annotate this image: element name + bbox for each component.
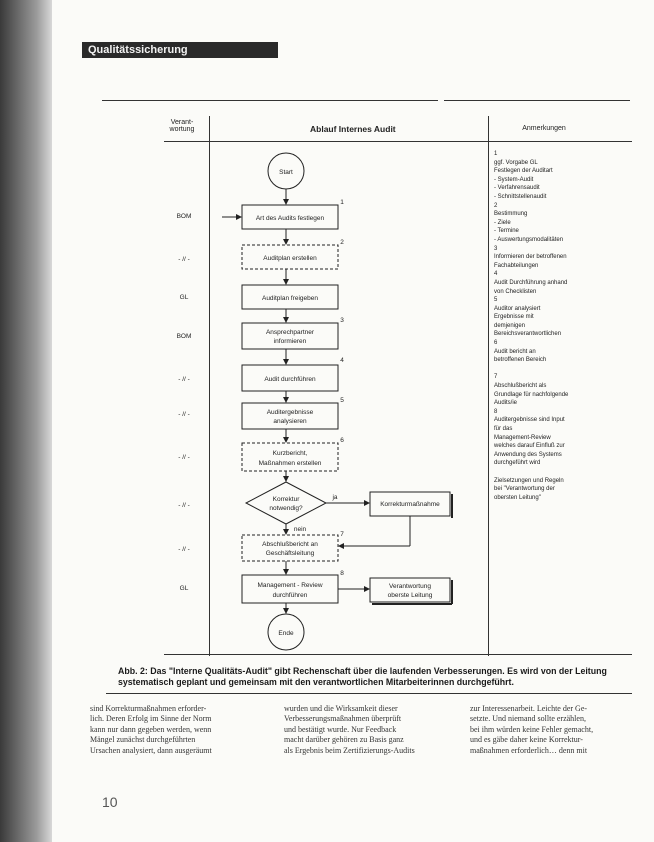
caption-rule (106, 693, 632, 694)
note-line: - Verfahrensaudit (494, 185, 540, 192)
note-line (494, 468, 624, 477)
step-6-label-1: Auditergebnisse (266, 409, 314, 416)
note-line: für das (494, 426, 513, 432)
resp-2: - // - (178, 256, 190, 263)
body-column-1 (90, 704, 240, 756)
body-line: kann nur dann gegeben werden, wenn (90, 724, 212, 734)
note-line: 8 (494, 408, 498, 415)
body-line: lich. Deren Erfolg im Sinne der Norm (90, 714, 212, 724)
note-line: Audit bericht an (494, 348, 536, 355)
note-line: Auditor analysiert (494, 305, 541, 312)
note-line: Audits/ie (494, 400, 518, 407)
note-line: bei "Verantwortung der (494, 486, 555, 493)
note-line: Anwendung des Systems (494, 451, 562, 458)
step-2-label: Auditplan erstellen (263, 255, 317, 262)
note-line: 1 (494, 151, 498, 157)
body-column-2 (284, 704, 434, 756)
responsibility-box-label-2: oberste Leitung (387, 592, 433, 599)
note-line: Ergebnisse mit (494, 314, 534, 321)
decision-label-1: Korrektur (272, 496, 300, 503)
document-page (52, 0, 654, 842)
body-line: Verbesserungsmaßnahmen überprüft (284, 714, 402, 724)
body-line: Ursachen analysiert, dann ausgeräumt (90, 745, 212, 755)
body-line: bei ihm würden keine Fehler gemacht, (470, 724, 594, 734)
step-5-label: Audit durchführen (264, 376, 316, 383)
step-number-5: 5 (340, 397, 344, 404)
note-line: 3 (494, 245, 498, 252)
resp-5: - // - (178, 376, 190, 383)
body-line: und es gäbe daher keine Korrektur- (470, 735, 583, 745)
note-line: - Termine (494, 228, 519, 235)
responsibility-header-line2: wortung (169, 126, 195, 133)
end-label: Ende (278, 630, 294, 637)
note-line: - System-Audit (494, 176, 534, 183)
note-line: - Schnittstellenaudit (494, 193, 547, 200)
body-line: und bestätigt wurde. Nur Feedback (284, 724, 397, 734)
note-line: ggf. Vorgabe GL (494, 159, 538, 166)
body-column-3 (470, 704, 620, 756)
note-line: betroffenen Bereich (494, 357, 547, 364)
step-box-4 (242, 323, 338, 349)
step-3-label: Auditplan freigeben (261, 295, 319, 302)
note-line: Bestimmung (494, 211, 528, 218)
step-8-label-1: Abschlußbericht an (262, 541, 318, 548)
resp-4: BOM (176, 333, 192, 340)
step-8-label-2: Geschäftsleitung (265, 550, 315, 557)
section-header: Qualitätssicherung (82, 42, 278, 58)
body-line: zur Interessenarbeit. Leichte der Ge- (470, 704, 588, 713)
step-6-label-2: analysieren (273, 418, 307, 425)
body-line: als Ergebnis beim Zertifizierungs-Audits (284, 745, 415, 755)
resp-9: - // - (178, 546, 190, 553)
step-box-8 (242, 535, 338, 561)
body-line: setzte. Und niemand sollte erzählen, (470, 714, 586, 724)
body-line: Mängel zunächst durchgeführten (90, 735, 196, 745)
yes-label: ja (332, 494, 338, 501)
note-line (494, 365, 624, 374)
page-number: 10 (102, 794, 118, 810)
note-line: durchgeführt wird (494, 460, 541, 467)
body-line: sind Korrekturmaßnahmen erforder- (90, 704, 207, 713)
note-line: Abschlußbericht als (494, 383, 547, 390)
note-line: Grundlage für nachfolgende (494, 391, 569, 398)
step-4-label-2: informieren (273, 338, 307, 345)
note-line: Audit Durchführung anhand (494, 279, 568, 286)
note-line: Informieren der betroffenen (494, 254, 567, 261)
note-line: 4 (494, 271, 498, 278)
resp-8: - // - (178, 502, 190, 509)
body-line: maßnahmen erforderlich… denn mit (470, 745, 588, 755)
notes-column (494, 150, 624, 502)
flow-title: Ablauf Internes Audit (310, 124, 396, 134)
note-line: Festlegen der Auditart (494, 168, 553, 175)
note-line: Management-Review (494, 434, 551, 441)
step-9-label-2: durchführen (272, 592, 308, 599)
note-line: - Ziele (494, 219, 511, 226)
note-line: Fachabteilungen (494, 262, 539, 269)
note-line: Bereichsverantwortlichen (494, 331, 562, 338)
step-7-label-2: Maßnahmen erstellen (258, 460, 322, 467)
note-line: 2 (494, 202, 498, 209)
note-line: von Checklisten (494, 288, 537, 295)
note-line: Zielsetzungen und Regeln (494, 477, 564, 484)
notes-header: Anmerkungen (522, 125, 566, 132)
note-line: welches darauf Einfluß zur (494, 443, 565, 450)
step-number-4: 4 (340, 357, 344, 364)
start-label: Start (279, 169, 293, 176)
responsibility-header-line1: Verant- (170, 119, 194, 126)
step-7-label-1: Kurzbericht, (272, 450, 308, 457)
step-box-6 (242, 403, 338, 429)
note-line: obersten Leitung" (494, 494, 541, 501)
note-line: 7 (494, 374, 498, 381)
figure-caption: Abb. 2: Das "Interne Qualitäts-Audit" gibt Rechenschaft über die laufenden Verbesserungen. Es wird von der Leitung systematisch geplant und gemeinsam mit den verantwortlichen Mitarbeiterinnen durchgeführt. (118, 666, 607, 687)
note-line: Auditergebnisse sind Input (494, 417, 565, 424)
step-number-2: 2 (340, 239, 344, 246)
scan-binding-edge (0, 0, 52, 842)
responsibility-box-label-1: Verantwortung (389, 583, 431, 590)
body-line: macht darüber gehören zu Basis ganz (284, 735, 404, 745)
step-number-6: 6 (340, 437, 344, 444)
resp-7: - // - (178, 454, 190, 461)
step-number-1: 1 (340, 199, 344, 206)
step-number-7: 7 (340, 531, 344, 538)
resp-10: GL (179, 585, 189, 592)
note-line: - Auswertungsmodalitäten (494, 236, 564, 243)
decision-diamond (246, 482, 326, 524)
resp-1: BOM (176, 213, 192, 220)
step-4-label-1: Ansprechpartner (265, 329, 315, 336)
correction-label: Korrekturmaßnahme (380, 501, 440, 508)
step-number-8: 8 (340, 570, 344, 577)
resp-3: GL (179, 294, 189, 301)
note-line: demjenigen (494, 322, 526, 329)
body-line: wurden und die Wirksamkeit dieser (284, 704, 398, 713)
step-1-label: Art des Audits festlegen (255, 215, 325, 222)
step-number-3: 3 (340, 317, 344, 324)
resp-6: - // - (178, 411, 190, 418)
note-line: 6 (494, 340, 498, 347)
decision-label-2: notwendig? (269, 505, 303, 512)
step-9-label-1: Management - Review (257, 582, 323, 589)
no-label: nein (293, 526, 307, 533)
note-line: 5 (494, 297, 498, 304)
